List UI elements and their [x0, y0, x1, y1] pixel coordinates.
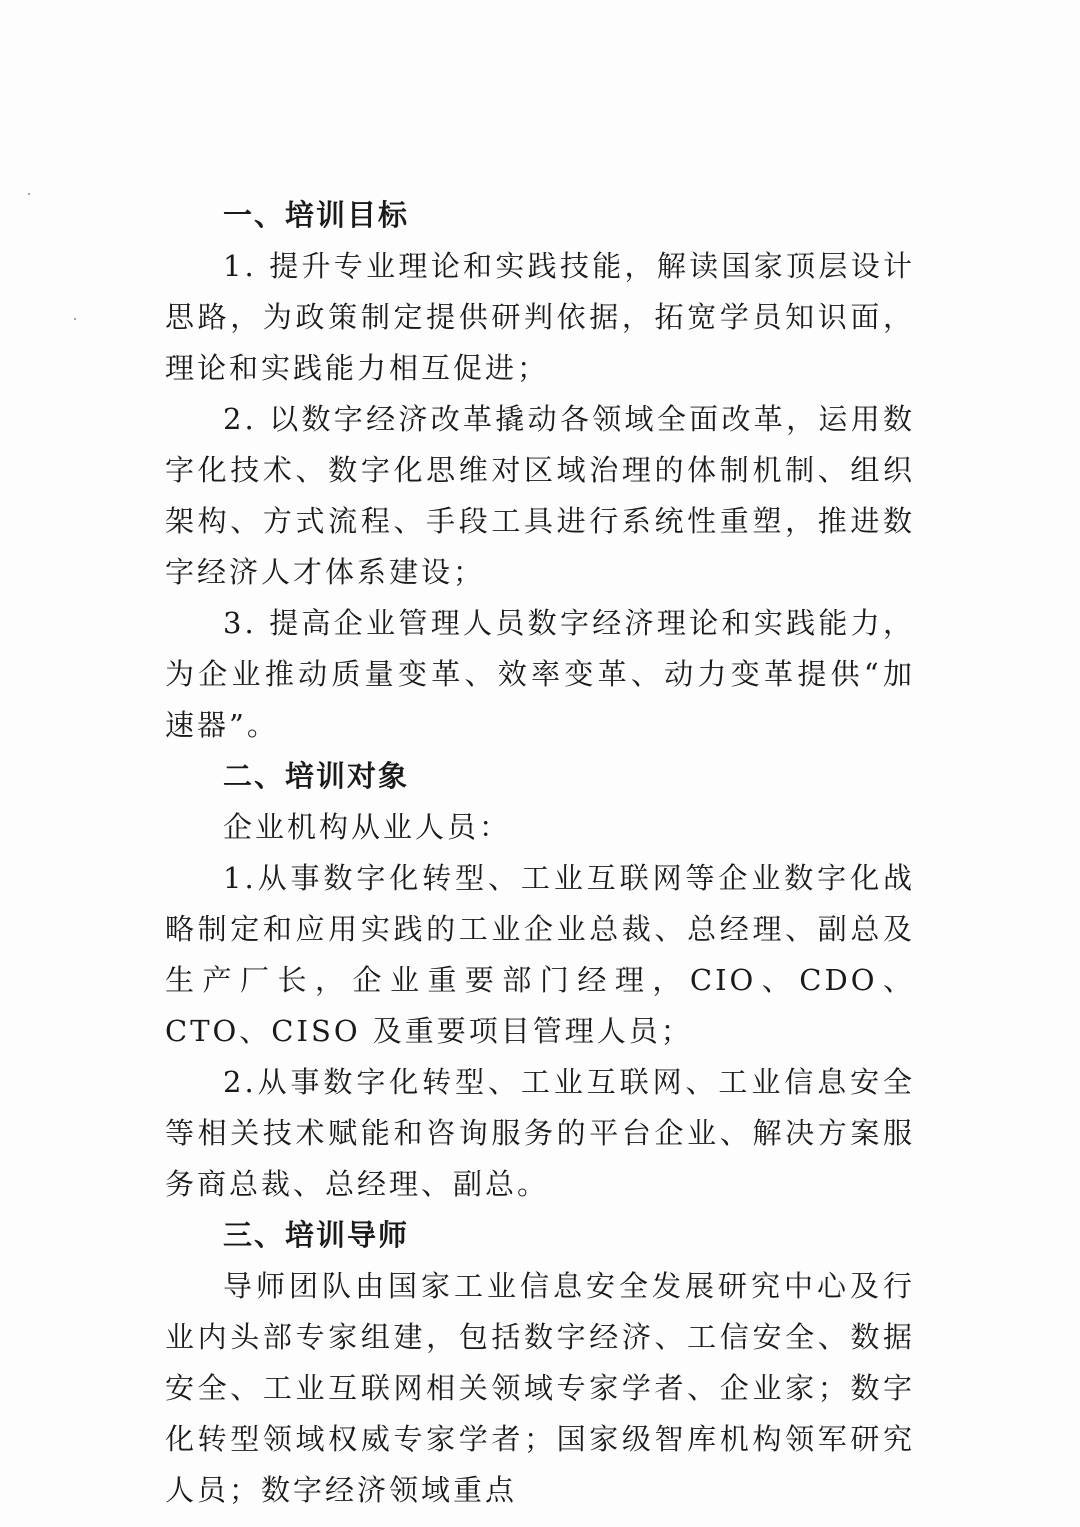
section-heading: 一、培训目标: [223, 198, 410, 232]
section-heading: 三、培训导师: [223, 1218, 410, 1252]
section-training-goals: [165, 190, 915, 751]
paragraph: 导师团队由国家工业信息安全发展研究中心及行业内头部专家组建，包括数字经济、工信安全、数据安全、工业互联网相关领域专家学者、企业家；数字化转型领域权威专家学者；国家级智库机构领军研究人员；数字经济领域重点: [165, 1269, 915, 1507]
scan-speck: [74, 318, 76, 320]
paragraph: 3. 提高企业管理人员数字经济理论和实践能力，为企业推动质量变革、效率变革、动力变革提供“加速器”。: [165, 606, 915, 742]
paragraph: 1. 提升专业理论和实践技能，解读国家顶层设计思路，为政策制定提供研判依据，拓宽学员知识面，理论和实践能力相互促进；: [165, 249, 915, 385]
document-body: [165, 190, 915, 1516]
paragraph: 2. 以数字经济改革撬动各领域全面改革，运用数字化技术、数字化思维对区域治理的体制机制、组织架构、方式流程、手段工具进行系统性重塑，推进数字经济人才体系建设；: [165, 402, 915, 589]
section-training-mentors: [165, 1210, 915, 1516]
paragraph: 2.从事数字化转型、工业互联网、工业信息安全等相关技术赋能和咨询服务的平台企业、解决方案服务商总裁、总经理、副总。: [165, 1065, 915, 1201]
section-heading: 二、培训对象: [223, 759, 410, 793]
paragraph: 1.从事数字化转型、工业互联网等企业数字化战略制定和应用实践的工业企业总裁、总经理、副总及生产厂长，企业重要部门经理，CIO、CDO、CTO、CISO 及重要项目管理人员；: [165, 861, 915, 1048]
scan-speck: [28, 193, 30, 195]
paragraph: 企业机构从业人员：: [223, 810, 512, 844]
section-training-targets: [165, 751, 915, 1210]
